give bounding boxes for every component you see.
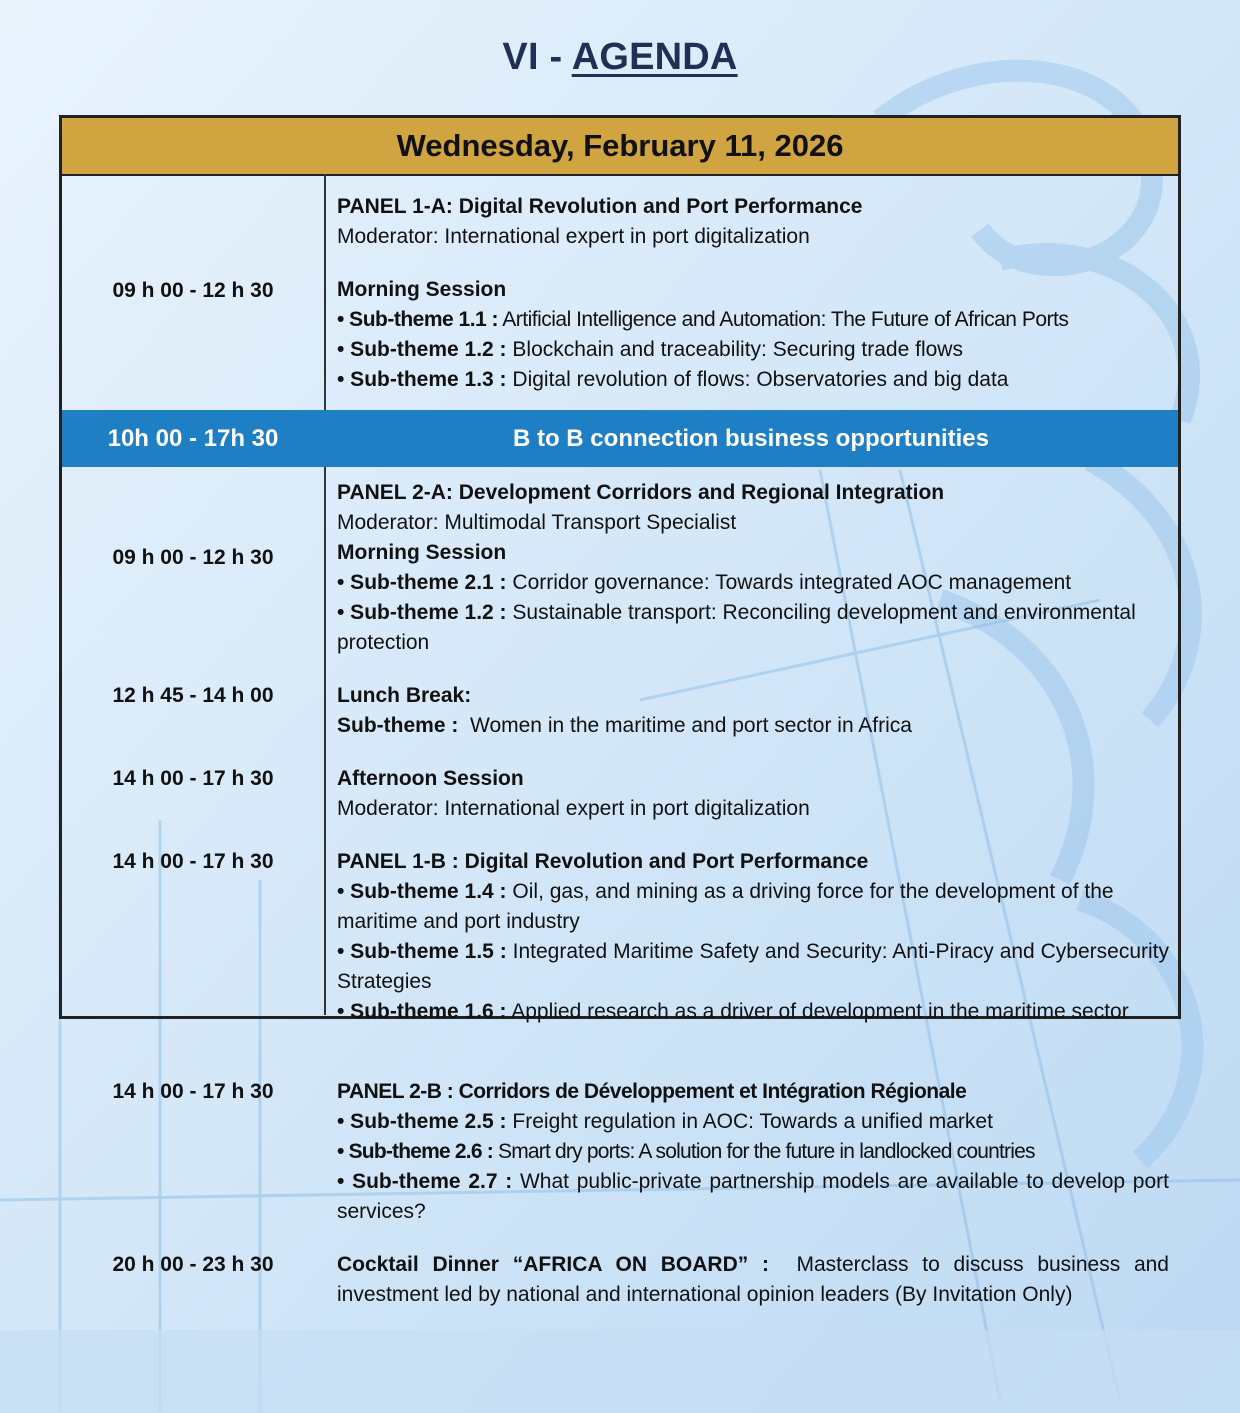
- page-title: [0, 36, 1240, 79]
- sub-theme-item: • Sub-theme 2.7 : What public-private partnership models are available to develop port services?: [337, 1170, 1169, 1223]
- sub-theme-item: Sub-theme : Women in the maritime and port sector in Africa: [337, 714, 912, 737]
- sub-theme-item: • Sub-theme 1.3 : Digital revolution of flows: Observatories and big data: [337, 368, 1009, 391]
- moderator: Moderator: International expert in port digitalization: [337, 225, 810, 248]
- sub-theme-item: • Sub-theme 2.6 : Smart dry ports: A solution for the future in landlocked countries: [337, 1140, 1035, 1163]
- column-divider: [324, 467, 326, 1015]
- session-title: Lunch Break:: [337, 684, 472, 707]
- sub-theme-item: • Sub-theme 2.5 : Freight regulation in AOC: Towards a unified market: [337, 1110, 993, 1133]
- sub-theme-item: • Sub-theme 2.1 : Corridor governance: Towards integrated AOC management: [337, 571, 1072, 594]
- slot-time: 14 h 00 - 17 h 30: [112, 767, 274, 790]
- agenda-entry: [337, 681, 1169, 741]
- date-header: Wednesday, February 11, 2026: [62, 118, 1178, 176]
- sub-theme-item: • Sub-theme 1.5 : Integrated Maritime Safety and Security: Anti-Piracy and Cybersecurity Strategies: [337, 940, 1169, 993]
- session-title: Afternoon Session: [337, 767, 524, 790]
- slot-time: 12 h 45 - 14 h 00: [112, 684, 274, 707]
- title-main: AGENDA: [571, 36, 738, 78]
- agenda-entry: [337, 847, 1169, 1027]
- cocktail-dinner-item: Cocktail Dinner “AFRICA ON BOARD” : Masterclass to discuss business and investment led by national and international opinion leaders (By Invitation Only): [337, 1253, 1175, 1306]
- sub-theme-item: • Sub-theme 1.6 : Applied research as a driver of development in the maritime sector: [337, 1000, 1129, 1023]
- session-title: Morning Session: [337, 278, 507, 301]
- sub-theme-item: • Sub-theme 1.4 : Oil, gas, and mining as a driving force for the development of the maritime and port industry: [337, 880, 1114, 933]
- moderator: Moderator: Multimodal Transport Specialist: [337, 511, 737, 534]
- slot-time: 14 h 00 - 17 h 30: [112, 1080, 274, 1103]
- agenda-entry: [337, 1250, 1175, 1310]
- panel-title: PANEL 2-A: Development Corridors and Regional Integration: [337, 481, 945, 504]
- agenda-entry: [337, 1077, 1169, 1227]
- agenda-entry: [337, 478, 1169, 658]
- session-title: Morning Session: [337, 541, 507, 564]
- panel-title: PANEL 1-B : Digital Revolution and Port Performance: [337, 850, 869, 873]
- agenda-entry: [337, 192, 1169, 395]
- sub-theme-item: • Sub-theme 1.1 : Artificial Intelligence and Automation: The Future of African Ports: [337, 308, 1069, 331]
- btob-banner: [62, 410, 1178, 467]
- btob-title: B to B connection business opportunities: [512, 425, 989, 452]
- title-prefix: VI -: [502, 36, 572, 78]
- slot-time: 14 h 00 - 17 h 30: [112, 850, 274, 873]
- slot-time: 09 h 00 - 12 h 30: [112, 279, 274, 302]
- btob-time: 10h 00 - 17h 30: [107, 425, 279, 452]
- panel-title: PANEL 1-A: Digital Revolution and Port Performance: [337, 195, 863, 218]
- moderator: Moderator: International expert in port digitalization: [337, 797, 810, 820]
- agenda-entry: [337, 764, 1169, 824]
- sub-theme-item: • Sub-theme 1.2 : Sustainable transport: Reconciling development and environmental protection: [337, 601, 1136, 654]
- slot-time: 20 h 00 - 23 h 30: [112, 1253, 274, 1276]
- column-divider: [324, 174, 326, 410]
- sub-theme-item: • Sub-theme 1.2 : Blockchain and traceability: Securing trade flows: [337, 338, 963, 361]
- slot-time: 09 h 00 - 12 h 30: [112, 546, 274, 569]
- panel-title: PANEL 2-B : Corridors de Développement et Intégration Régionale: [337, 1080, 967, 1103]
